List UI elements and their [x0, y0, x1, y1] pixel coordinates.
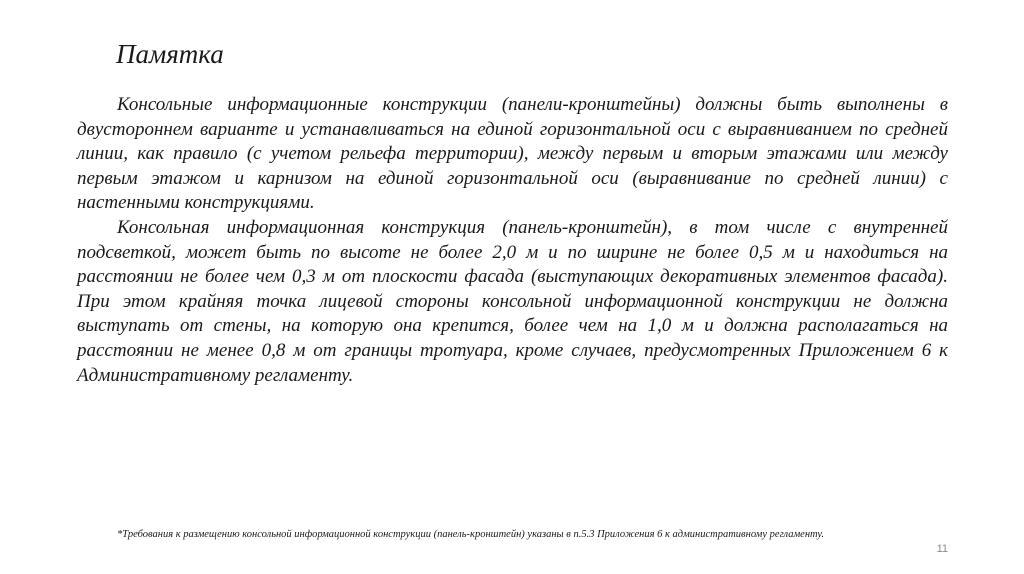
slide-title: Памятка: [116, 39, 224, 69]
slide-body: [77, 93, 948, 388]
paragraph-1: Консольные информационные конструкции (панели-кронштейны) должны быть выполнены в двустороннем варианте и устанавливаться на единой горизонтальной оси с выравниванием по средней линии, как правило (с учетом рельефа территории), между первым и вторым этажами или между первым этажом и карнизом на единой горизонтальной оси (выравнивание по средней линии) с настенными конструкциями.: [77, 94, 948, 214]
paragraph-2: Консольная информационная конструкция (панель-кронштейн), в том числе с внутренней подсветкой, может быть по высоте не более 2,0 м и по ширине не более 0,5 м и находиться на расстоянии не более чем 0,3 м от плоскости фасада (выступающих декоративных элементов фасада). При этом крайняя точка лицевой стороны консольной информационной конструкции не должна выступать от стены, на которую она крепится, более чем на 1,0 м и должна располагаться на расстоянии не менее 0,8 м от границы тротуара, кроме случаев, предусмотренных Приложением 6 к Административному регламенту.: [77, 216, 948, 386]
page-number: 11: [936, 543, 948, 555]
footnote: *Требования к размещению консольной информационной конструкции (панель-кронштейн) указаны в п.5.3 Приложения 6 к административному регламенту.: [117, 529, 825, 540]
